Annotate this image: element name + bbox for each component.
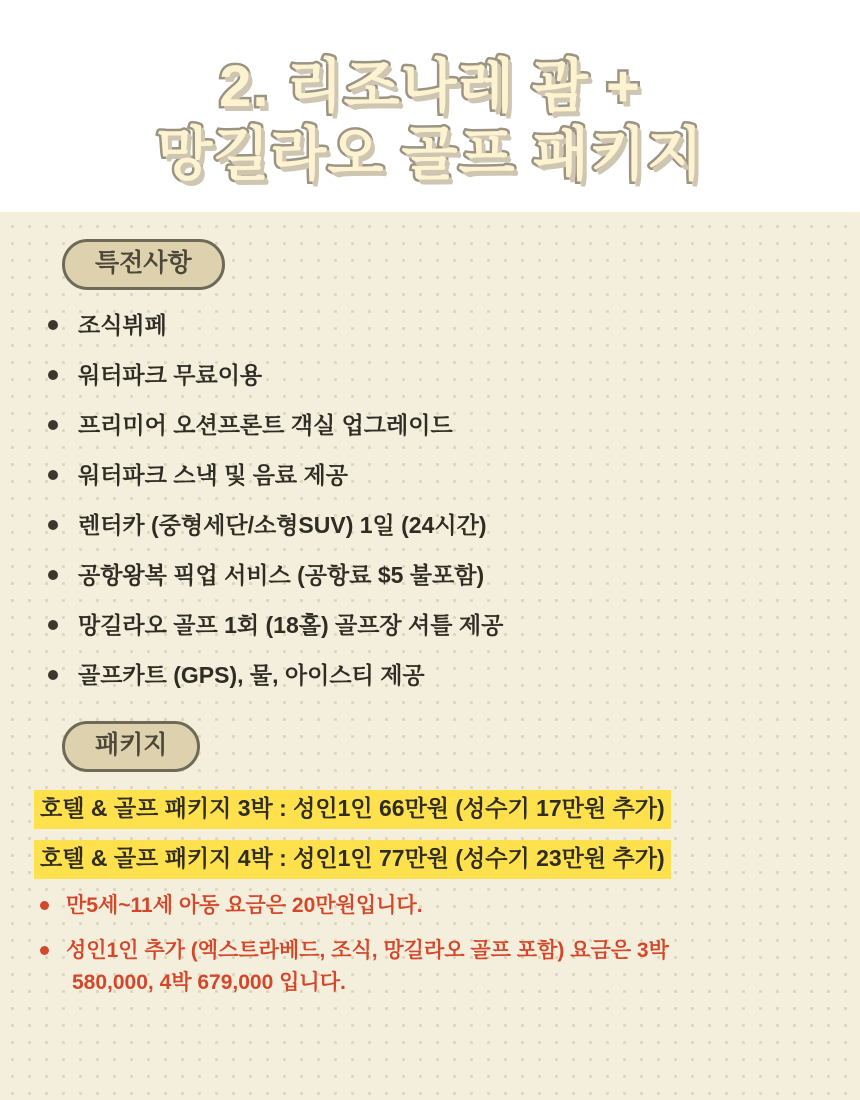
- benefit-text: 렌터카 (중형세단/소형SUV) 1일 (24시간): [78, 512, 487, 538]
- content-panel: [0, 212, 860, 1100]
- notes-list: [34, 890, 834, 1012]
- list-item: [40, 400, 830, 450]
- list-item: [40, 300, 830, 350]
- bullet-icon: [48, 470, 58, 480]
- price-row-4night: 호텔 & 골프 패키지 4박 : 성인1인 77만원 (성수기 23만원 추가): [34, 840, 671, 879]
- bullet-icon: [48, 420, 58, 430]
- benefits-pill: 특전사항: [62, 239, 225, 290]
- note-text: 성인1인 추가 (엑스트라베드, 조식, 망길라오 골프 포함) 요금은 3박: [66, 938, 669, 962]
- note-text-continued: 580,000, 4박 679,000 입니다.: [72, 971, 346, 995]
- bullet-icon: [40, 946, 49, 955]
- benefit-text: 조식뷔페: [78, 312, 167, 338]
- bullet-icon: [40, 901, 49, 910]
- benefit-text: 워터파크 무료이용: [78, 362, 263, 388]
- bullet-icon: [48, 570, 58, 580]
- list-item: [40, 450, 830, 500]
- benefit-text: 망길라오 골프 1회 (18홀) 골프장 셔틀 제공: [78, 612, 504, 638]
- list-item: [40, 600, 830, 650]
- bullet-icon: [48, 620, 58, 630]
- price-row-3night: 호텔 & 골프 패키지 3박 : 성인1인 66만원 (성수기 17만원 추가): [34, 790, 671, 829]
- bullet-icon: [48, 520, 58, 530]
- bullet-icon: [48, 320, 58, 330]
- benefits-list: [40, 300, 830, 700]
- package-section-label: [62, 721, 200, 772]
- list-item: [34, 890, 834, 923]
- benefit-text: 골프카트 (GPS), 물, 아이스티 제공: [78, 662, 425, 688]
- list-item: [40, 650, 830, 700]
- list-item: [40, 550, 830, 600]
- package-pill: 패키지: [62, 721, 200, 772]
- note-text: 만5세~11세 아동 요금은 20만원입니다.: [66, 894, 423, 917]
- bullet-icon: [48, 670, 58, 680]
- list-item: [34, 935, 834, 1000]
- list-item: [40, 500, 830, 550]
- benefit-text: 프리미어 오션프론트 객실 업그레이드: [78, 412, 453, 438]
- list-item: [40, 350, 830, 400]
- page-header: [0, 0, 860, 212]
- benefit-text: 워터파크 스낵 및 음료 제공: [78, 462, 348, 488]
- bullet-icon: [48, 370, 58, 380]
- page-title-line-2: 망길라오 골프 패키지: [156, 122, 704, 187]
- benefits-section-label: [62, 239, 225, 290]
- benefit-text: 공항왕복 픽업 서비스 (공항료 $5 불포함): [78, 562, 485, 588]
- page-title-line-1: 2. 리조나레 괌 +: [219, 53, 641, 119]
